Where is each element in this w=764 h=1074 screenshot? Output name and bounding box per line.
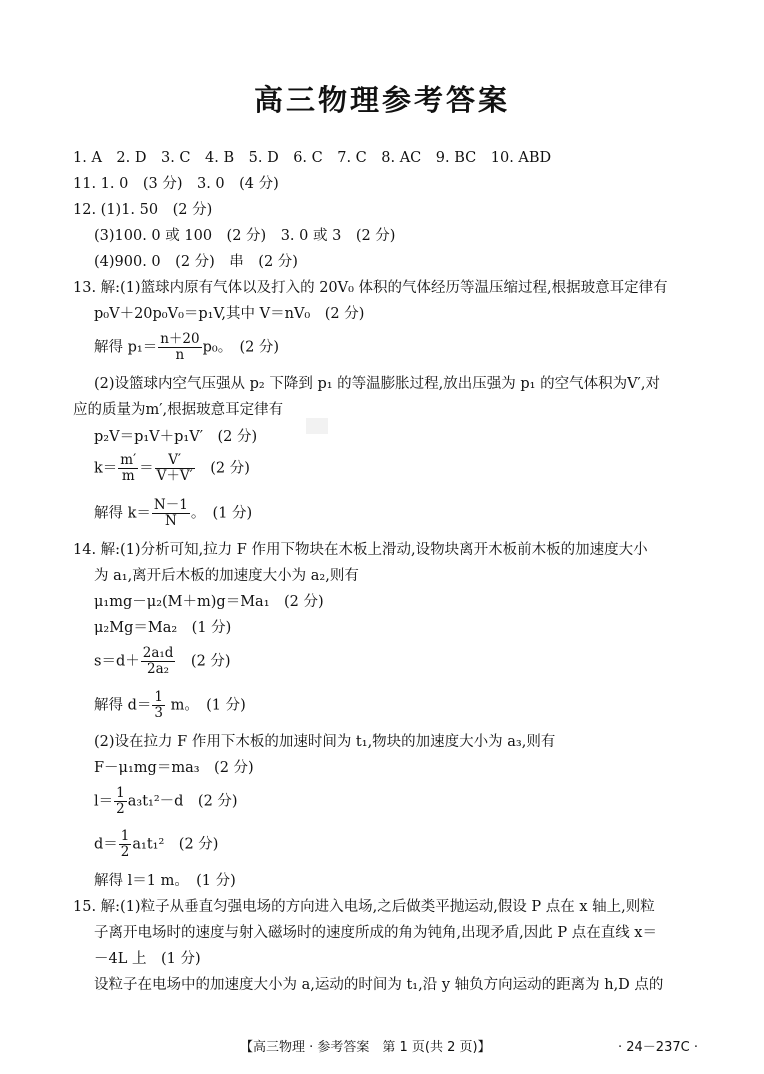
q12-part3: (3)100. 0 或 100 (2 分) 3. 0 或 3 (2 分) [94,228,396,244]
q13-line2: p₀V＋20p₀V₀＝p₁V,其中 V＝nV₀ (2 分) [94,306,365,322]
page-title: 高三物理参考答案 [253,83,510,117]
q13-l3-post: p₀。 (2 分) [202,339,280,356]
denominator: V＋V′ [156,468,193,484]
denominator: n [175,347,185,363]
q14-line1: 14. 解:(1)分析可知,拉力 F 作用下物块在木板上滑动,设物块离开木板前木板的加速度大小 [73,542,648,558]
q14-l10-pre: d＝ [94,836,118,853]
fraction [158,332,201,363]
q15-line2: 子离开电场时的速度与射入磁场时的速度所成的角为钝角,出现矛盾,因此 P 点在直线 x＝ [94,925,657,941]
q14-l9-post: a₃t₁²－d (2 分) [127,793,238,810]
q11-answer: 11. 1. 0 (3 分) 3. 0 (4 分) [73,176,279,192]
paper-code: · 24－237C · [618,1040,698,1055]
watermark-smudge [306,418,328,434]
q14-line9 [94,786,238,817]
page-footer: 【高三物理 · 参考答案 第 1 页(共 2 页)】 [240,1040,491,1055]
q14-line3: μ₁mg－μ₂(M＋m)g＝Ma₁ (2 分) [94,594,324,610]
q13-l8-post: 。 (1 分) [190,505,253,522]
q15-line3: －4L 上 (1 分) [94,951,201,967]
denominator: 3 [154,705,163,721]
q13-line7 [94,453,250,484]
q14-l10-post: a₁t₁² (2 分) [132,836,219,853]
q13-l7-mid: ＝ [139,460,154,477]
q13-line5: 应的质量为m′,根据玻意耳定律有 [73,402,284,418]
denominator: 2 [120,844,130,860]
q13-line4: (2)设篮球内空气压强从 p₂ 下降到 p₁ 的等温膨胀过程,放出压强为 p₁ 的空气体积为V′,对 [94,376,660,392]
q14-line11: 解得 l＝1 m。 (1 分) [94,873,236,889]
numerator: m′ [120,452,137,468]
q13-line3 [94,332,279,363]
numerator: V′ [155,453,195,469]
q14-line6 [94,690,246,721]
fraction [118,453,138,484]
denominator: m [121,468,135,484]
q14-l6-post: m。 (1 分) [166,697,246,714]
q13-line1: 13. 解:(1)篮球内原有气体以及打入的 20V₀ 体积的气体经历等温压缩过程,根据玻意耳定律有 [73,280,668,296]
q12-part1: 12. (1)1. 50 (2 分) [73,202,213,218]
denominator: 2a₂ [147,661,170,677]
q14-line8: F－μ₁mg＝ma₃ (2 分) [94,760,254,776]
numerator: 1 [116,785,125,801]
q13-l8-pre: 解得 k＝ [94,505,151,522]
q13-line8 [94,498,252,529]
numerator: 2a₁d [142,645,174,661]
q13-l7-pre: k＝ [94,460,118,477]
q15-line1: 15. 解:(1)粒子从垂直匀强电场的方向进入电场,之后做类平抛运动,假设 P 点在 x 轴上,则粒 [73,899,655,915]
q14-line5 [94,646,231,677]
q13-l3-pre: 解得 p₁＝ [94,339,158,356]
denominator: N [164,513,177,529]
q14-l9-pre: l＝ [94,793,114,810]
fraction [155,453,195,484]
q12-part4: (4)900. 0 (2 分) 串 (2 分) [94,254,298,270]
q14-line7: (2)设在拉力 F 作用下木板的加速时间为 t₁,物块的加速度大小为 a₃,则有 [94,734,556,750]
numerator: N－1 [153,497,188,513]
q14-line2: 为 a₁,离开后木板的加速度大小为 a₂,则有 [94,568,359,584]
q14-line4: μ₂Mg＝Ma₂ (1 分) [94,620,232,636]
q13-line6: p₂V＝p₁V＋p₁V′ (2 分) [94,429,258,445]
fraction [141,646,176,677]
fraction [152,690,165,721]
mc-answers: 1. A 2. D 3. C 4. B 5. D 6. C 7. C 8. AC 9. BC 10. ABD [73,150,552,166]
numerator: 1 [120,828,130,844]
numerator: 1 [154,689,163,705]
q14-line10 [94,829,218,860]
fraction [119,829,132,860]
q14-l6-pre: 解得 d＝ [94,697,152,714]
fraction [114,786,127,817]
denominator: 2 [116,801,125,817]
q14-l5-post: (2 分) [176,653,231,670]
q13-l7-post: (2 分) [195,460,250,477]
fraction [152,498,190,529]
numerator: n＋20 [160,331,200,347]
q14-l5-pre: s＝d＋ [94,653,140,670]
q15-line4: 设粒子在电场中的加速度大小为 a,运动的时间为 t₁,沿 y 轴负方向运动的距离为 h,D 点的 [94,977,664,993]
